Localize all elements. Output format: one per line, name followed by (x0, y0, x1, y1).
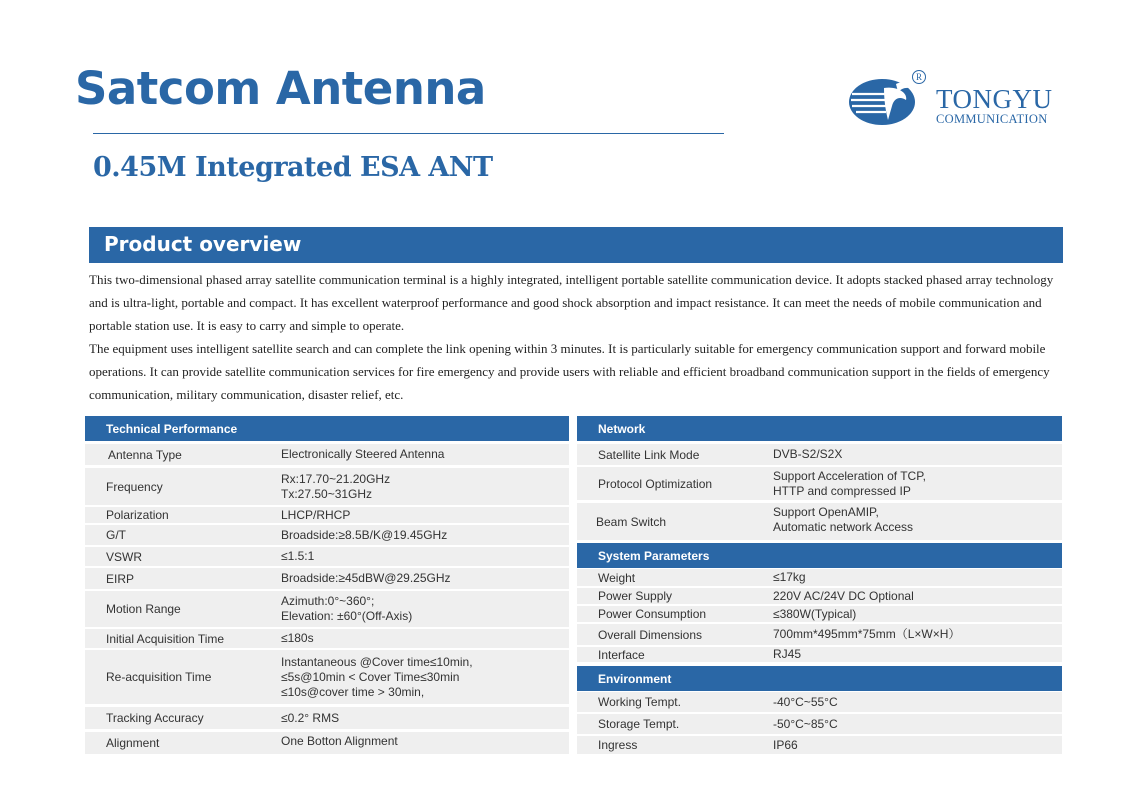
spec-value: 220V AC/24V DC Optional (773, 588, 914, 603)
spec-value: One Botton Alignment (281, 734, 398, 748)
table-row (577, 503, 1062, 540)
spec-label: Beam Switch (596, 514, 667, 529)
overview-paragraph-1: This two-dimensional phased array satellite communication terminal is a highly integrated, intelligent portable satellite communication device. It adopts stacked phased array technology and is ultra-light, portable and compact. It has excellent waterproof performance and good shock absorption and impact resistance. It can meet the needs of mobile communication and portable station use. It is easy to carry and simple to operate. (89, 272, 1054, 333)
product-subtitle: 0.45M Integrated ESA ANT (93, 152, 493, 183)
spec-value: ≤1.5:1 (281, 549, 315, 563)
table-row (85, 732, 569, 754)
table-row (577, 588, 1062, 604)
spec-value: Support Acceleration of TCP, HTTP and compressed IP (773, 468, 926, 498)
title-divider (93, 133, 724, 134)
spec-label: Overall Dimensions (598, 627, 703, 642)
table-row (577, 606, 1062, 622)
spec-value: ≤180s (281, 631, 314, 645)
spec-value: Broadside:≥45dBW@29.25GHz (281, 571, 451, 585)
table-row (85, 444, 569, 465)
table-row (85, 507, 569, 523)
spec-value: DVB-S2/S2X (773, 447, 843, 461)
spec-label: Storage Tempt. (598, 717, 680, 731)
spec-label: Initial Acquisition Time (106, 631, 225, 646)
spec-label: Polarization (106, 508, 169, 522)
spec-value: Azimuth:0°~360°; Elevation: ±60°(Off-Axis) (281, 594, 413, 623)
tongyu-logo-icon (848, 72, 918, 128)
spec-label: Power Supply (598, 589, 673, 603)
spec-value: Electronically Steered Antenna (281, 447, 445, 461)
spec-label: Working Tempt. (598, 695, 681, 709)
table-row (85, 468, 569, 505)
table-row (85, 547, 569, 566)
page-title: Satcom Antenna (75, 62, 486, 115)
logo-tagline: COMMUNICATION (936, 112, 1048, 126)
system-parameters-heading: System Parameters (577, 543, 1062, 568)
table-row (85, 591, 569, 627)
technical-performance-heading: Technical Performance (85, 416, 569, 441)
spec-value: ≤17kg (773, 570, 806, 584)
spec-label: EIRP (106, 571, 135, 586)
table-row (85, 650, 569, 704)
table-row (577, 569, 1062, 586)
spec-label: G/T (106, 528, 126, 542)
spec-label: Antenna Type (108, 447, 182, 462)
spec-value: 700mm*495mm*75mm（L×W×H） (773, 627, 961, 641)
spec-label: VSWR (106, 549, 142, 564)
spec-label: Weight (598, 570, 636, 585)
company-logo (848, 72, 1068, 132)
logo-wordmark: TONGYU (936, 84, 1053, 114)
technical-performance-table (85, 416, 569, 754)
network-system-table (577, 416, 1062, 754)
table-row (577, 647, 1062, 662)
table-row (577, 692, 1062, 712)
spec-value: Support OpenAMIP, Automatic network Access (773, 504, 914, 534)
spec-label: Ingress (598, 738, 638, 752)
table-row (85, 629, 569, 648)
spec-value: -50°C~85°C (773, 716, 838, 731)
spec-value: -40°C~55°C (773, 694, 838, 709)
overview-paragraph-2: The equipment uses intelligent satellite search and can complete the link opening within 3 minutes. It is particularly suitable for emergency communication support and forward mobile operations. It can provide satellite communication services for fire emergency and provide users with reliable and efficient broadband communication support in the fields of emergency communication, military communication, disaster relief, etc. (89, 341, 1050, 402)
network-heading: Network (577, 416, 1062, 441)
spec-label: Frequency (106, 479, 163, 494)
spec-value: RJ45 (773, 647, 802, 661)
registered-mark: R (912, 70, 926, 84)
table-row (85, 525, 569, 545)
spec-label: Alignment (106, 736, 160, 750)
spec-label: Re-acquisition Time (106, 670, 212, 684)
spec-value: Rx:17.70~21.20GHz Tx:27.50~31GHz (281, 471, 391, 501)
table-row (577, 624, 1062, 645)
spec-value: Broadside:≥8.5B/K@19.45GHz (281, 527, 448, 542)
spec-label: Tracking Accuracy (106, 711, 204, 725)
table-row (85, 568, 569, 589)
table-row (577, 467, 1062, 500)
spec-label: Motion Range (106, 602, 181, 616)
table-row (577, 444, 1062, 465)
spec-value: LHCP/RHCP (281, 507, 351, 522)
table-row (577, 736, 1062, 754)
spec-value: Instantaneous @Cover time≤10min, ≤5s@10min < Cover Time≤30min ≤10s@cover time > 30min, (281, 654, 473, 699)
spec-label: Interface (598, 647, 645, 662)
spec-label: Power Consumption (598, 607, 707, 621)
spec-value: ≤0.2° RMS (281, 710, 340, 725)
environment-heading: Environment (577, 666, 1062, 691)
overview-heading: Product overview (89, 227, 1063, 263)
overview-text (89, 268, 1064, 406)
table-row (85, 707, 569, 729)
spec-label: Protocol Optimization (598, 476, 713, 491)
table-row (577, 714, 1062, 734)
spec-value: IP66 (773, 737, 798, 752)
spec-value: ≤380W(Typical) (773, 606, 857, 621)
spec-label: Satellite Link Mode (598, 447, 700, 462)
